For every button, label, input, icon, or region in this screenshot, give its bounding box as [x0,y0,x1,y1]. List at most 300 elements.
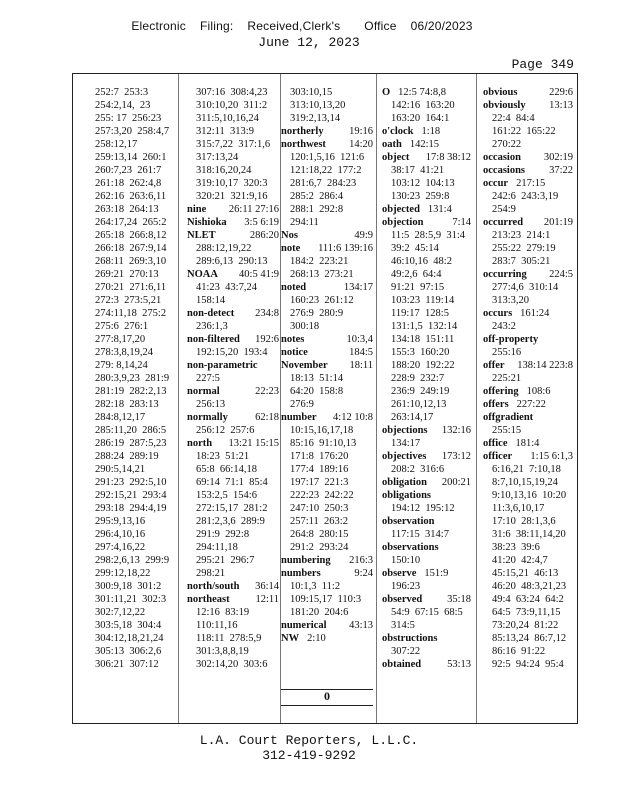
index-reference-line [187,112,279,125]
court-reporter-name: L.A. Court Reporters, L.L.C. [199,733,419,748]
index-references: 118:11 278:5,9 [196,633,262,644]
index-reference-line [187,489,279,502]
index-references: 236:9 249:19 [391,386,450,397]
index-reference-line [382,437,471,450]
index-references: 41:20 42:4,7 [492,555,548,566]
index-references: 213:23 214:1 [492,230,551,241]
index-reference-line [86,268,176,281]
index-reference-line [281,99,373,112]
index-reference-line [86,138,176,151]
index-references: 121:18,22 177:2 [290,165,362,176]
index-entry [483,333,573,346]
index-reference-line [281,203,373,216]
index-headword: O [382,87,391,98]
index-reference-line [382,229,471,242]
index-references: 255:22 279:19 [492,243,556,254]
index-references: 281:6,7 284:23 [290,178,357,189]
index-reference-line [483,554,573,567]
index-headword: obligations [382,490,432,501]
index-references: 243:2 [492,321,516,332]
index-entry [187,333,279,346]
index-references: 276:9 [290,399,314,410]
index-reference-line [281,320,373,333]
index-entry [382,632,471,645]
index-reference-line [86,242,176,255]
index-entry [483,86,573,99]
index-reference-line [281,502,373,515]
index-references: 261:10,12,13 [391,399,447,410]
index-references: 291:23 292:5,10 [95,477,167,488]
index-headword: normally [187,412,228,423]
index-references: 36:14 [255,581,279,592]
index-headword: north/south [187,581,240,592]
index-entry [483,164,573,177]
index-references: 266:18 267:9,14 [95,243,167,254]
index-references: 134:17 [343,282,373,293]
index-references: 291:9 292:8 [196,529,250,540]
index-reference-line [382,190,471,203]
index-reference-line [382,242,471,255]
filing-stamp-part: Filing: [200,19,234,33]
index-entry [382,450,471,463]
index-headword: offgradient [483,412,534,423]
index-reference-line [86,632,176,645]
index-reference-line [382,346,471,359]
index-reference-line [483,502,573,515]
index-reference-line [281,398,373,411]
index-reference-line [382,372,471,385]
index-reference-line [187,424,279,437]
index-references: 289:6,13 290:13 [196,256,268,267]
index-reference-line [187,554,279,567]
index-entry [382,515,471,528]
index-headword: northerly [281,126,324,137]
index-reference-line [483,489,573,502]
index-reference-line [86,606,176,619]
index-headword: off-property [483,334,539,345]
index-references: 92:5 94:24 95:4 [492,659,564,670]
index-entry [187,593,279,606]
index-reference-line [483,125,573,138]
index-reference-line [483,528,573,541]
index-references: 299:12,18,22 [95,568,151,579]
index-reference-line [86,489,176,502]
index-headword: offers [483,399,509,410]
index-references: 201:19 [543,217,573,228]
index-references: 22:4 84:4 [492,113,535,124]
index-reference-line [86,593,176,606]
index-reference-line [382,164,471,177]
index-headword: notice [281,347,308,358]
index-reference-line [483,229,573,242]
index-references: 85:16 91:10,13 [290,438,357,449]
filing-stamp-part: Office [364,19,397,33]
index-headword: officer [483,451,513,462]
index-reference-line [382,528,471,541]
index-reference-line [483,281,573,294]
index-reference-line [281,372,373,385]
index-references: 263:18 264:13 [95,204,159,215]
index-references: 173:12 [441,451,471,462]
index-entry [281,242,373,255]
index-reference-line [187,476,279,489]
index-reference-line [382,619,471,632]
index-reference-line [187,177,279,190]
index-references: 153:2,5 154:6 [196,490,257,501]
index-references: 228:9 232:7 [391,373,445,384]
index-references: 184:2 223:21 [290,256,349,267]
index-references: 298:2,6,13 299:9 [95,555,170,566]
index-reference-line [86,99,176,112]
index-references: 12:5 74:8,8 [398,87,447,98]
index-references: 9:10,13,16 10:20 [492,490,567,501]
index-reference-line [86,450,176,463]
index-references: 254:9 [492,204,516,215]
index-references: 234:8 [255,308,279,319]
index-references: 49:2,6 64:4 [391,269,442,280]
index-reference-line [483,242,573,255]
index-references: 1:18 [421,126,441,137]
index-references: 40:5 41:9 [239,269,279,280]
index-references: 131:4 [427,204,452,215]
index-column-3 [281,86,373,645]
index-references: 303:5,18 304:4 [95,620,162,631]
index-reference-line [187,242,279,255]
index-reference-line [382,554,471,567]
index-references: 257:11 263:2 [290,516,348,527]
index-references: 38:17 41:21 [391,165,445,176]
index-reference-line [483,320,573,333]
index-column-1 [86,86,176,671]
index-reference-line [382,463,471,476]
index-references: 7:14 [452,217,471,228]
index-entry [382,125,471,138]
index-reference-line [382,398,471,411]
index-reference-line [86,320,176,333]
index-headword: occurring [483,269,527,280]
index-reference-line [187,320,279,333]
index-references: 298:21 [196,568,226,579]
index-reference-line [187,151,279,164]
index-headword: oath [382,139,402,150]
index-headword: objectives [382,451,427,462]
index-entry [483,437,573,450]
index-references: 132:16 [441,425,471,436]
index-references: 69:14 71:1 85:4 [196,477,268,488]
index-entry [382,593,471,606]
index-references: 314:5 [391,620,415,631]
index-references: 35:18 [447,594,471,605]
index-reference-line [483,593,573,606]
index-headword: observe [382,568,417,579]
index-references: 192:6 [255,334,279,345]
index-reference-line [187,567,279,580]
index-references: 181:20 204:6 [290,607,349,618]
index-references: 255:16 [492,347,522,358]
index-entry [382,151,471,164]
index-reference-line [86,411,176,424]
index-reference-line [483,203,573,216]
index-entry [382,541,471,554]
index-references: 103:23 119:14 [391,295,455,306]
index-references: 49:4 63:24 64:2 [492,594,564,605]
column-divider [476,74,477,723]
index-references: 150:10 [391,555,421,566]
index-reference-line [187,281,279,294]
filing-stamp-part: 06/20/2023 [410,19,473,33]
index-references: 39:2 45:14 [391,243,439,254]
index-references: 268:11 269:3,10 [95,256,167,267]
index-reference-line [187,515,279,528]
index-reference-line [86,619,176,632]
index-references: 277:4,6 310:14 [492,282,559,293]
index-references: 300:18 [290,321,320,332]
index-entry [187,216,279,229]
index-references: 171:8 176:20 [290,451,349,462]
index-references: 31:6 38:11,14,20 [492,529,566,540]
index-headword: north [187,438,213,449]
index-reference-line [187,164,279,177]
index-references: 138:14 223:8 [517,360,573,371]
index-reference-line [86,515,176,528]
index-reference-line [382,307,471,320]
index-reference-line [187,255,279,268]
index-references: 91:21 97:15 [391,282,445,293]
index-headword: object [382,152,410,163]
index-reference-line [86,541,176,554]
index-references: 295:21 296:7 [196,555,255,566]
index-references: 297:4,16,22 [95,542,146,553]
index-headword: obvious [483,87,518,98]
index-references: 227:5 [196,373,220,384]
index-references: 86:16 91:22 [492,646,546,657]
index-reference-line [382,359,471,372]
index-references: 4:12 10:8 [333,412,373,423]
index-references: 300:9,18 301:2 [95,581,162,592]
index-reference-line [86,125,176,138]
index-entry [382,424,471,437]
index-reference-line [187,632,279,645]
index-references: 279: 8,14,24 [95,360,148,371]
index-reference-line [382,268,471,281]
index-entry [187,385,279,398]
index-references: 13:13 [549,100,573,111]
index-references: 200:21 [441,477,471,488]
index-reference-line [281,593,373,606]
index-headword: o'clock [382,126,414,137]
index-references: 19:16 [349,126,373,137]
index-references: 301:11,21 302:3 [95,594,167,605]
index-reference-line [281,424,373,437]
index-references: 18:23 51:21 [196,451,250,462]
index-references: 131:1,5 132:14 [391,321,458,332]
index-references: 288:24 289:19 [95,451,159,462]
index-references: 14:20 [349,139,373,150]
index-references: 281:2,3,6 289:9 [196,516,265,527]
index-references: 225:21 [492,373,522,384]
index-references: 277:8,17,20 [95,334,146,345]
index-reference-line [483,112,573,125]
index-references: 10:15,16,17,18 [290,425,354,436]
index-headword: observations [382,542,439,553]
index-headword: obstructions [382,633,438,644]
index-reference-line [86,567,176,580]
index-references: 142:16 163:20 [391,100,455,111]
index-reference-line [483,294,573,307]
index-reference-line [281,463,373,476]
index-references: 285:11,20 286:5 [95,425,167,436]
index-references: 9:24 [354,568,373,579]
index-reference-line [281,216,373,229]
index-reference-line [86,177,176,190]
index-reference-line [281,437,373,450]
index-reference-line [281,515,373,528]
index-reference-line [86,203,176,216]
index-references: 155:3 160:20 [391,347,450,358]
index-headword: NLET [187,230,216,241]
index-entry [281,411,373,424]
index-reference-line [86,112,176,125]
index-headword: number [281,412,317,423]
index-reference-line [382,177,471,190]
index-entry [483,359,573,372]
index-references: 8:7,10,15,19,24 [492,477,558,488]
index-entry [187,203,279,216]
index-headword: NOAA [187,269,218,280]
index-references: 278:3,8,19,24 [95,347,154,358]
index-headword: note [281,243,301,254]
index-references: 184:5 [349,347,373,358]
index-references: 194:12 195:12 [391,503,455,514]
filing-stamp [0,19,618,33]
index-references: 264:17,24 265:2 [95,217,167,228]
index-entry [382,203,471,216]
filing-stamp-part: Electronic [131,19,186,33]
index-headword: occurs [483,308,513,319]
index-reference-line [483,541,573,554]
index-references: 252:7 253:3 [95,87,149,98]
index-references: 258:12,17 [95,139,138,150]
index-entry [281,619,373,632]
index-references: 288:1 292:8 [290,204,344,215]
index-references: 304:12,18,21,24 [95,633,164,644]
index-references: 163:20 164:1 [391,113,450,124]
index-entry [187,580,279,593]
index-reference-line [382,385,471,398]
index-references: 305:13 306:2,6 [95,646,162,657]
index-references: 284:8,12,17 [95,412,146,423]
index-headword: objected [382,204,420,215]
index-references: 18:11 [349,360,373,371]
index-references: 319:2,13,14 [290,113,341,124]
index-references: 46:10,16 48:2 [391,256,452,267]
index-references: 38:23 39:6 [492,542,540,553]
index-entry [382,658,471,671]
index-references: 302:7,12,22 [95,607,146,618]
index-references: 255:15 [492,425,522,436]
index-references: 276:9 280:9 [290,308,344,319]
index-references: 319:10,17 320:3 [196,178,268,189]
index-reference-line [483,632,573,645]
index-reference-line [86,294,176,307]
index-reference-line [382,333,471,346]
index-references: 10:1,3 11:2 [290,581,341,592]
index-reference-line [281,476,373,489]
index-reference-line [86,398,176,411]
index-reference-line [281,489,373,502]
index-reference-line [483,463,573,476]
index-references: 188:20 192:22 [391,360,455,371]
index-column-2 [187,86,279,671]
index-references: 256:13 [196,399,226,410]
index-references: 109:15,17 110:3 [290,594,362,605]
index-column-4 [382,86,471,671]
index-headword: offering [483,386,519,397]
index-headword: Nishioka [187,217,227,228]
index-entry [483,151,573,164]
section-letter: 0 [324,689,330,703]
index-entry [187,307,279,320]
index-entry [483,411,573,424]
index-references: 11:3,6,10,17 [492,503,545,514]
index-headword: nine [187,204,207,215]
index-entry [187,411,279,424]
index-references: 1:15 6:1,3 [530,451,573,462]
index-reference-line [483,424,573,437]
index-references: 12:11 [255,594,279,605]
index-headword: northeast [187,594,230,605]
index-references: 208:2 316:6 [391,464,445,475]
index-references: 46:20 48:3,21,23 [492,581,567,592]
index-reference-line [382,411,471,424]
index-references: 294:11 [290,217,319,228]
index-reference-line [187,619,279,632]
index-headword: observation [382,516,435,527]
index-references: 306:21 307:12 [95,659,159,670]
index-entry [382,216,471,229]
index-references: 64:20 158:8 [290,386,344,397]
index-reference-line [187,138,279,151]
index-entry [187,268,279,281]
index-entry [483,177,573,190]
column-divider [178,74,179,723]
index-headword: observed [382,594,423,605]
index-headword: non-filtered [187,334,240,345]
court-reporter-phone: 312-419-9292 [262,748,356,763]
index-reference-line [187,294,279,307]
index-reference-line [86,528,176,541]
index-reference-line [187,346,279,359]
index-references: 261:18 262:4,8 [95,178,162,189]
index-column-5 [483,86,573,671]
index-references: 26:11 27:16 [228,204,279,215]
index-references: 53:13 [447,659,471,670]
index-reference-line [281,151,373,164]
index-reference-line [281,177,373,190]
index-references: 73:20,24 81:22 [492,620,559,631]
index-headword: occasion [483,152,521,163]
index-entry [281,632,373,645]
index-headword: non-parametric [187,360,258,371]
index-references: 257:3,20 258:4,7 [95,126,170,137]
index-reference-line [281,255,373,268]
index-references: 317:13,24 [196,152,239,163]
index-references: 247:10 250:3 [290,503,349,514]
index-reference-line [483,346,573,359]
index-entry [483,268,573,281]
index-reference-line [86,463,176,476]
index-entry [281,138,373,151]
